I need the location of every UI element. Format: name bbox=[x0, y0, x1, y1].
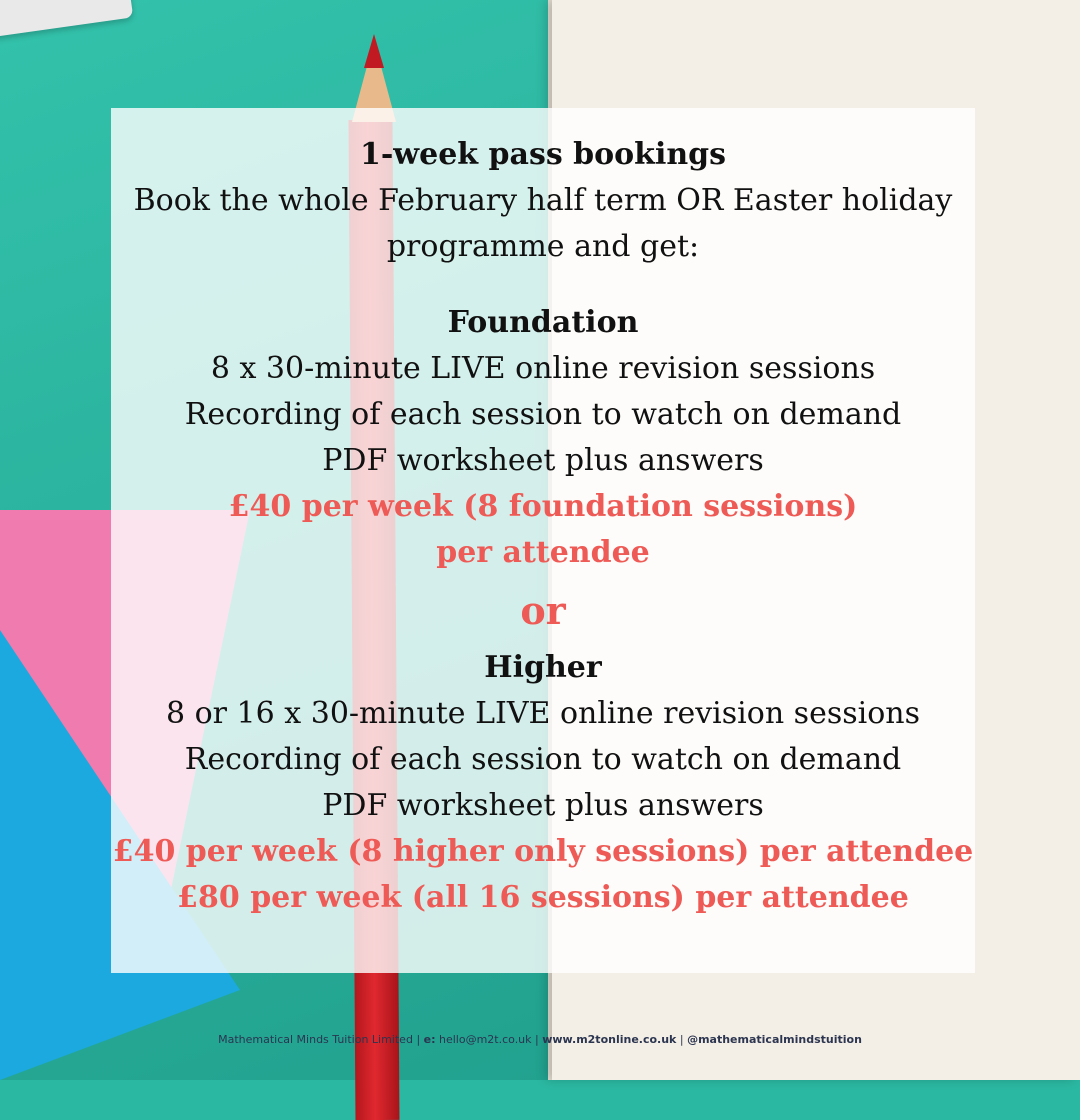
footer-email-label: e: bbox=[423, 1033, 436, 1046]
foundation-item-sessions: 8 x 30-minute LIVE online revision sessions bbox=[210, 351, 876, 386]
heading: 1-week pass bookings bbox=[359, 137, 727, 172]
footer-company: Mathematical Minds Tuition Limited bbox=[218, 1033, 413, 1046]
footer: Mathematical Minds Tuition Limited | e: hello@m2t.co.uk | www.m2tonline.co.uk | @mathematicalmindstuition bbox=[218, 1033, 862, 1046]
footer-website[interactable]: www.m2tonline.co.uk bbox=[542, 1033, 677, 1046]
footer-social[interactable]: @mathematicalmindstuition bbox=[687, 1033, 862, 1046]
higher-item-worksheet: PDF worksheet plus answers bbox=[322, 788, 764, 823]
foundation-price-line-1: £40 per week (8 foundation sessions) bbox=[228, 489, 858, 524]
pencil-tip-lead bbox=[364, 34, 384, 68]
foundation-price-line-2: per attendee bbox=[436, 535, 650, 570]
or-divider: or bbox=[520, 588, 566, 633]
higher-title: Higher bbox=[484, 650, 602, 685]
content bbox=[111, 132, 975, 921]
intro-line-2: programme and get: bbox=[386, 229, 700, 264]
footer-email[interactable]: hello@m2t.co.uk bbox=[439, 1033, 532, 1046]
foundation-item-worksheet: PDF worksheet plus answers bbox=[322, 443, 764, 478]
higher-price-line-1: £40 per week (8 higher only sessions) per attendee bbox=[112, 834, 974, 869]
content-panel bbox=[111, 108, 975, 973]
foundation-title: Foundation bbox=[447, 305, 639, 340]
higher-price-line-2: £80 per week (all 16 sessions) per attendee bbox=[177, 880, 909, 915]
foundation-item-recording: Recording of each session to watch on demand bbox=[184, 397, 902, 432]
higher-item-sessions: 8 or 16 x 30-minute LIVE online revision sessions bbox=[166, 696, 920, 731]
higher-item-recording: Recording of each session to watch on demand bbox=[184, 742, 902, 777]
intro-line-1: Book the whole February half term OR Easter holiday bbox=[133, 183, 953, 218]
